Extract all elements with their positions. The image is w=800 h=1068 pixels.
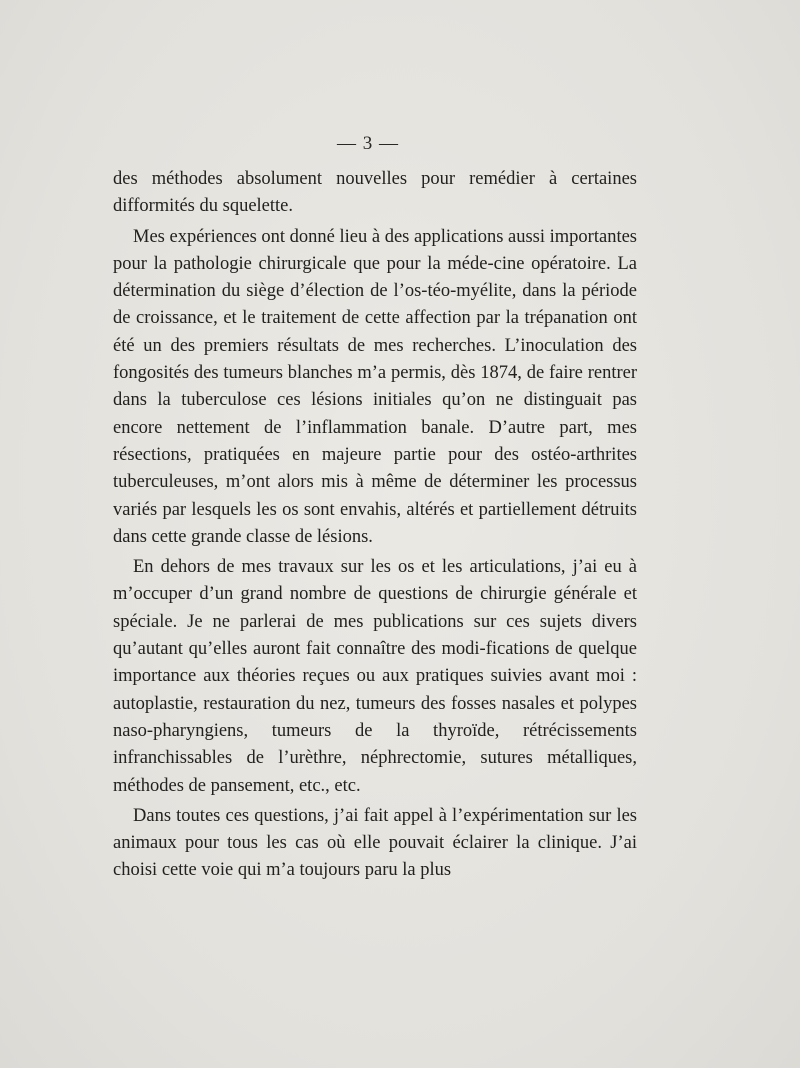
paragraph-2: Mes expériences ont donné lieu à des applications aussi importantes pour la pathologie chirurgicale que pour la méde-cine opératoire. La détermination du siège d’élection de l’os-téo-myélite, dans la période de croissance, et le traitement de cette affection par la trépanation ont été un des premiers résultats de mes recherches. L’inoculation des fongosités des tumeurs blanches m’a permis, dès 1874, de faire rentrer dans la tuberculose ces lésions initiales qu’on ne distinguait pas encore nettement de l’inflammation banale. D’autre part, mes résections, pratiquées en majeure partie pour des ostéo-arthrites tuberculeuses, m’ont alors mis à même de déterminer les processus variés par lesquels les os sont envahis, altérés et partiellement détruits dans cette grande classe de lésions. [113, 226, 637, 547]
paragraph-1: des méthodes absolument nouvelles pour remédier à certaines difformités du squelette. [113, 169, 637, 217]
body-text [113, 166, 637, 885]
page-number: — 3 — [337, 133, 399, 154]
paragraph-4: Dans toutes ces questions, j’ai fait appel à l’expérimentation sur les animaux pour tous les cas où elle pouvait éclairer la clinique. J’ai choisi cette voie qui m’a toujours paru la plus [113, 805, 637, 881]
paragraph-3: En dehors de mes travaux sur les os et les articulations, j’ai eu à m’occuper d’un grand nombre de questions de chirurgie générale et spéciale. Je ne parlerai de mes publications sur ces sujets divers qu’autant qu’elles auront fait connaître des modi-fications de quelque importance aux théories reçues ou aux pratiques suivies avant moi : autoplastie, restauration du nez, tumeurs des fosses nasales et polypes naso-pharyngiens, tumeurs de la thyroïde, rétrécissements infranchissables de l’urèthre, néphrectomie, sutures métalliques, méthodes de pansement, etc., etc. [113, 557, 637, 796]
